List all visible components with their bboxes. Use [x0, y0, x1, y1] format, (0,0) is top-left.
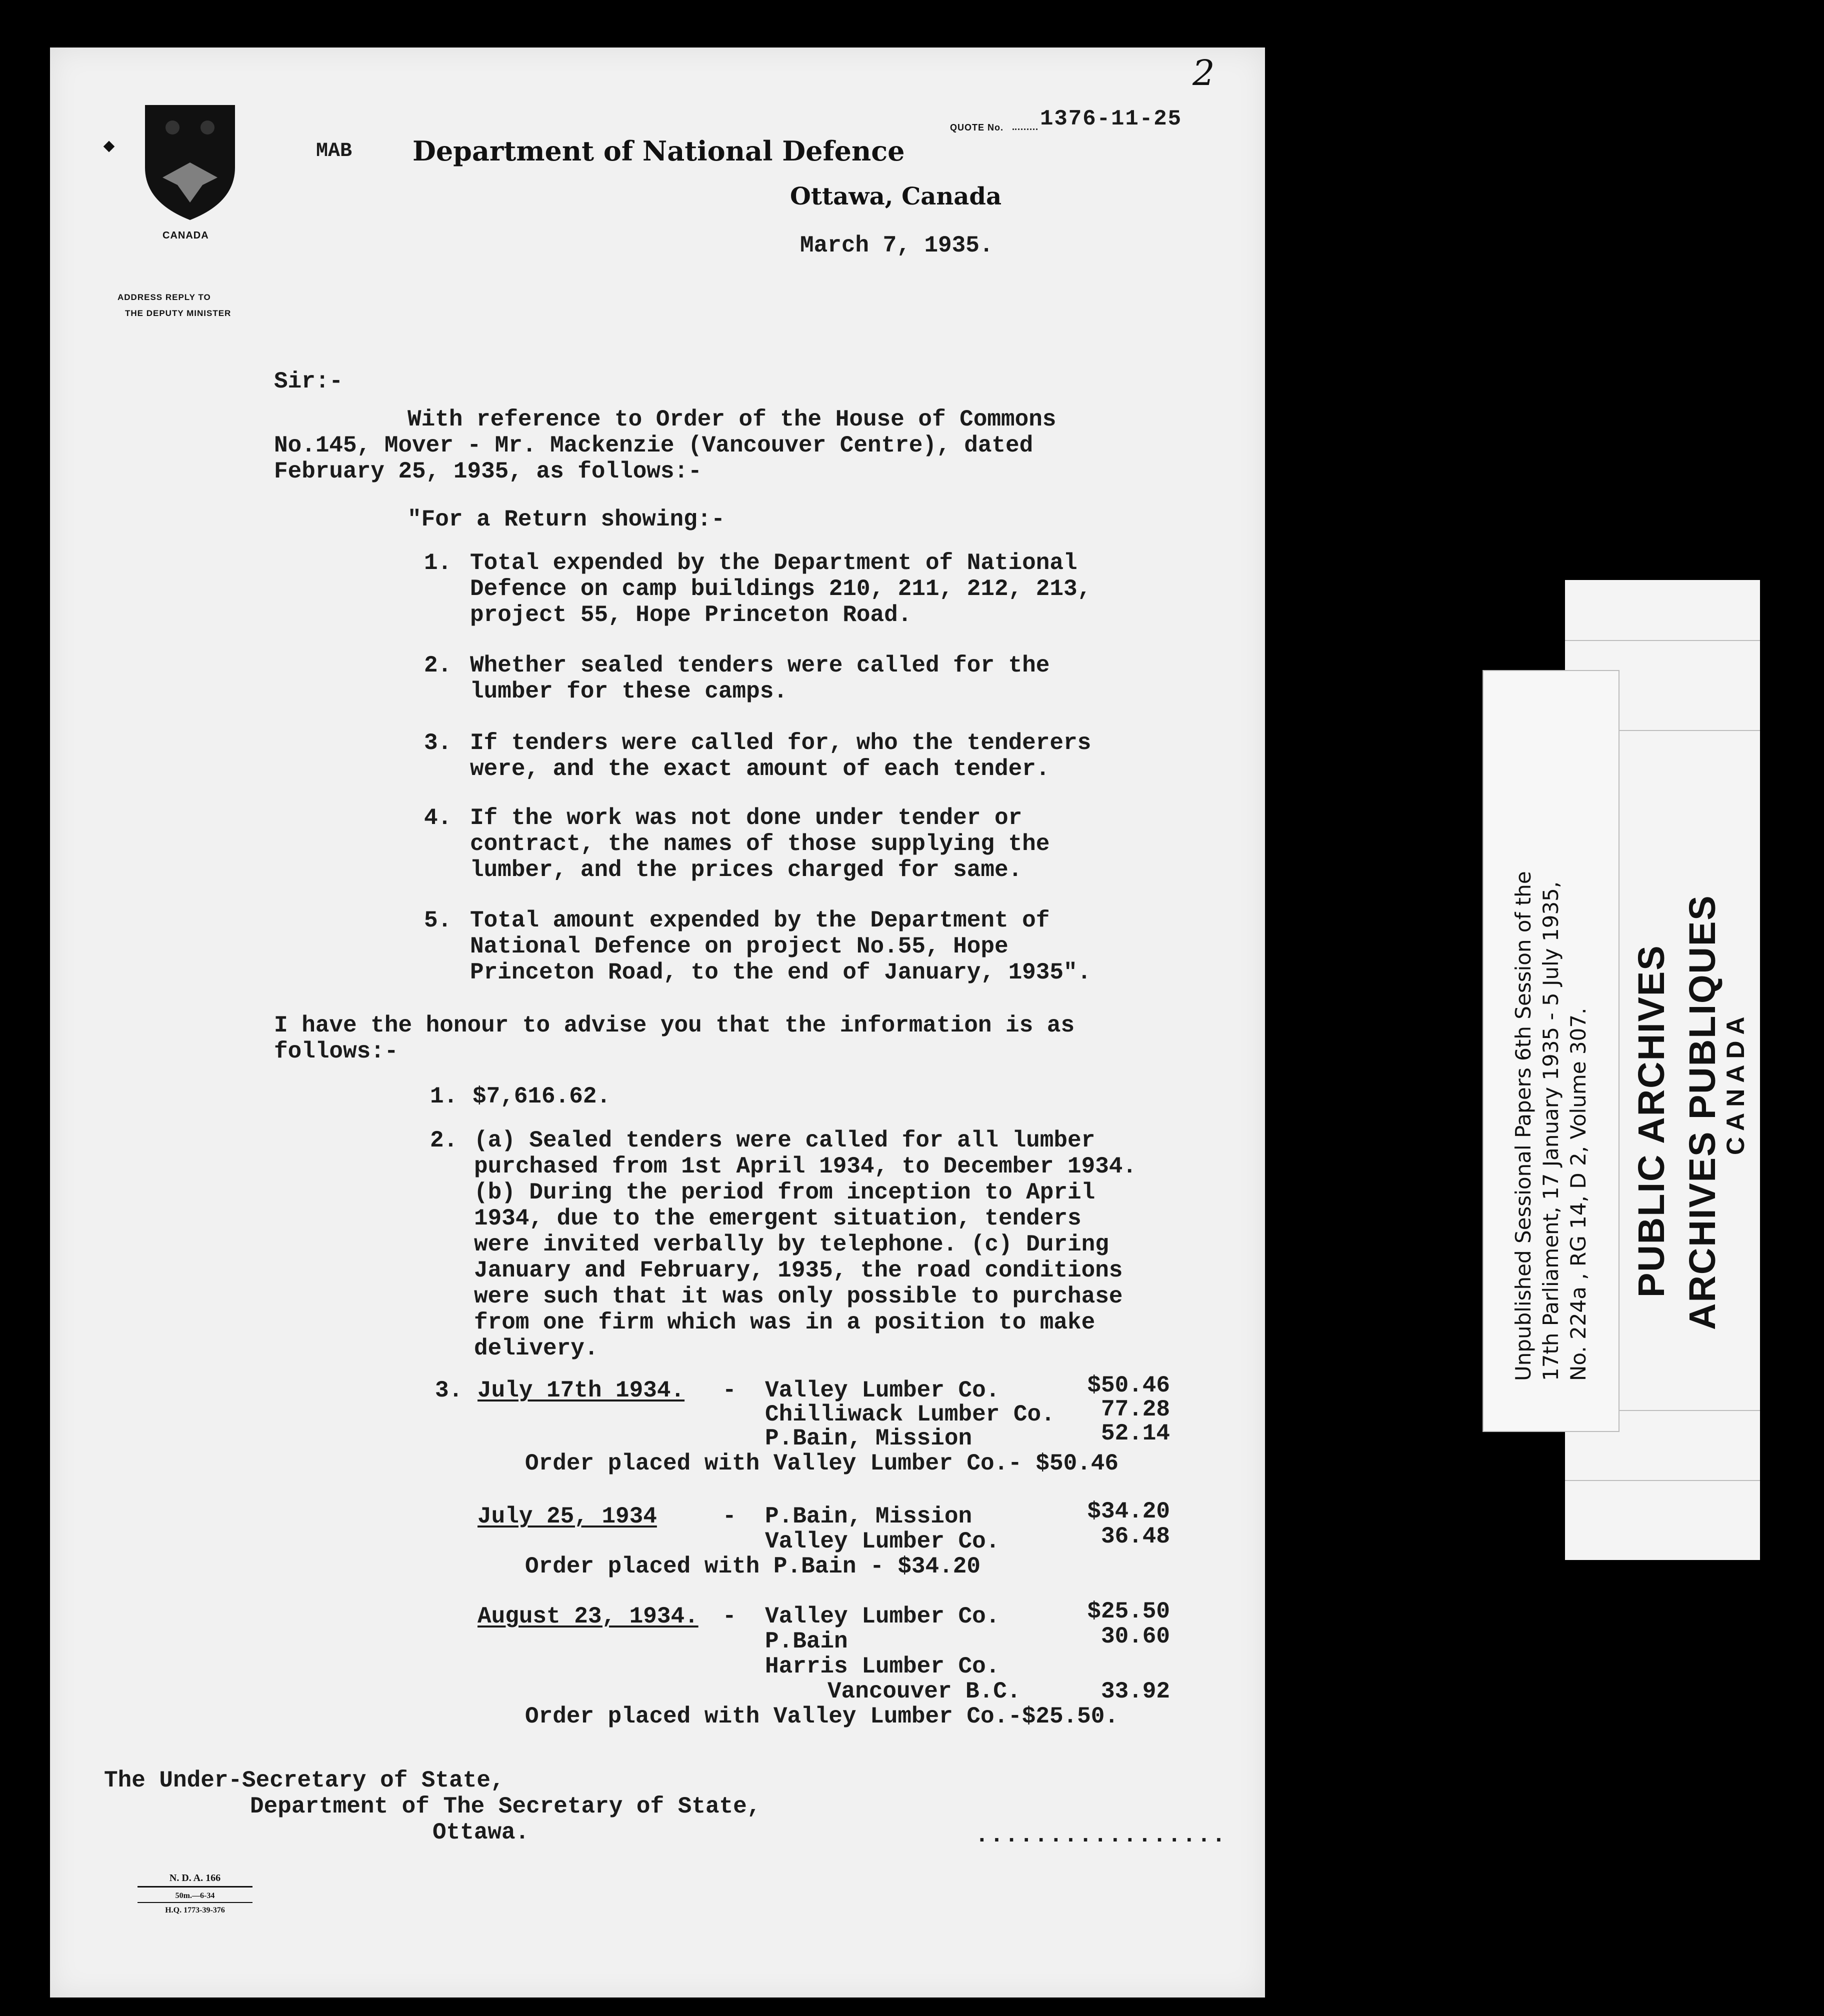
form-code-block: [138, 1872, 252, 1915]
tender-amount: $25.50: [1087, 1598, 1170, 1624]
advise-line-2: follows:-: [274, 1038, 398, 1064]
form-code: H.Q. 1773-39-376: [165, 1906, 225, 1914]
question-line: project 55, Hope Princeton Road.: [470, 602, 912, 628]
answer-2-line: purchased from 1st April 1934, to December 1934.: [474, 1154, 1137, 1180]
question-line: Whether sealed tenders were called for the: [470, 652, 1050, 678]
answer-2-line: January and February, 1935, the road conditions: [474, 1258, 1123, 1284]
question-line: Total expended by the Department of National: [470, 550, 1078, 576]
place: Ottawa, Canada: [790, 182, 1002, 210]
tenderer-name: Harris Lumber Co.: [765, 1654, 1000, 1680]
intro-line-2: No.145, Mover - Mr. Mackenzie (Vancouver Centre), dated: [274, 432, 1034, 458]
tender-amount: $50.46: [1087, 1372, 1170, 1398]
address-reply-line1: ADDRESS REPLY TO: [118, 292, 211, 302]
archive-caption-label: [1482, 670, 1620, 1432]
tender-dash: -: [722, 1504, 736, 1530]
addressee-line: Department of The Secretary of State,: [250, 1794, 761, 1820]
tenderer-name: Valley Lumber Co.: [765, 1378, 1000, 1404]
question-line: contract, the names of those supplying the: [470, 831, 1050, 857]
question-line: Total amount expended by the Department of: [470, 908, 1050, 934]
tenderer-name: Valley Lumber Co.: [765, 1604, 1000, 1630]
archive-caption-line-2: 17th Parliament, 17 January 1935 - 5 July 1935,: [1538, 881, 1563, 1381]
tenderer-name: Vancouver B.C.: [828, 1678, 1021, 1704]
answer-2-line: from one firm which was in a position to make: [474, 1310, 1096, 1336]
continuation-dots: .................: [975, 1822, 1227, 1848]
tender-date: August 23, 1934.: [478, 1604, 698, 1630]
answer-2-line: 1934, due to the emergent situation, tenders: [474, 1206, 1082, 1232]
tender-amount: 33.92: [1100, 1678, 1170, 1704]
order-placed: Order placed with P.Bain - $34.20: [525, 1554, 980, 1580]
quote-label: QUOTE No.: [950, 122, 1004, 132]
tender-amount: 30.60: [1100, 1624, 1170, 1650]
answer-1-amount: $7,616.62.: [472, 1084, 611, 1110]
tender-amount: $34.20: [1087, 1498, 1170, 1524]
tender-amount: 52.14: [1100, 1420, 1170, 1446]
tender-date: July 25, 1934: [478, 1504, 657, 1530]
margin-mark: [104, 141, 115, 152]
question-line: National Defence on project No.55, Hope: [470, 934, 1008, 960]
archive-caption-line-3: No. 224a , RG 14, D 2, Volume 307.: [1566, 1008, 1590, 1381]
tender-amount: 77.28: [1100, 1396, 1170, 1422]
form-code: 50m.—6-34: [138, 1892, 252, 1903]
tenderer-name: P.Bain: [765, 1628, 848, 1654]
quote-dotted-line: [1012, 128, 1038, 130]
question-number: 4.: [424, 805, 452, 831]
order-placed: Order placed with Valley Lumber Co.-$25.50.: [525, 1704, 1118, 1730]
canada-crest-icon: [142, 102, 238, 222]
crest-caption: CANADA: [162, 230, 209, 241]
initials: MAB: [316, 140, 352, 162]
tenderer-name: P.Bain, Mission: [765, 1504, 972, 1530]
intro-line-1: With reference to Order of the House of Commons: [408, 406, 1056, 432]
addressee-line: Ottawa.: [432, 1820, 530, 1846]
answer-number: 1.: [430, 1084, 458, 1110]
answer-2-line: (b) During the period from inception to April: [474, 1180, 1096, 1206]
tenderer-name: Valley Lumber Co.: [765, 1528, 1000, 1554]
advise-line-1: I have the honour to advise you that the information is as: [274, 1012, 1075, 1038]
question-line: Defence on camp buildings 210, 211, 212, 213,: [470, 576, 1092, 602]
quote-number: 1376-11-25: [1040, 106, 1182, 132]
answer-number: 2.: [430, 1128, 458, 1154]
question-line: If the work was not done under tender or: [470, 805, 1022, 831]
question-number: 3.: [424, 730, 452, 756]
question-line: were, and the exact amount of each tender.: [470, 756, 1050, 782]
tender-amount: 36.48: [1100, 1524, 1170, 1550]
tenderer-name: P.Bain, Mission: [765, 1426, 972, 1452]
department-name: Department of National Defence: [412, 135, 905, 167]
salutation: Sir:-: [274, 368, 344, 394]
order-placed: Order placed with Valley Lumber Co.- $50.46: [525, 1450, 1118, 1476]
question-line: Princeton Road, to the end of January, 1935".: [470, 960, 1092, 986]
archive-caption-line-1: Unpublished Sessional Papers 6th Session of the: [1511, 871, 1536, 1381]
archive-stamp-line-1: PUBLIC ARCHIVES: [1630, 944, 1672, 1298]
question-number: 1.: [424, 550, 452, 576]
tender-date: July 17th 1934.: [478, 1378, 685, 1404]
question-line: If tenders were called for, who the tenderers: [470, 730, 1092, 756]
answer-number: 3.: [435, 1378, 463, 1404]
answer-2-line: were invited verbally by telephone. (c) During: [474, 1232, 1109, 1258]
addressee-line: The Under-Secretary of State,: [104, 1768, 504, 1794]
address-reply-line2: THE DEPUTY MINISTER: [125, 308, 232, 318]
archive-stamp-line-3: CANADA: [1722, 1010, 1750, 1155]
question-number: 5.: [424, 908, 452, 934]
return-heading: "For a Return showing:-: [408, 506, 725, 532]
form-code: N. D. A. 166: [138, 1872, 252, 1888]
tender-dash: -: [722, 1604, 736, 1630]
intro-line-3: February 25, 1935, as follows:-: [274, 458, 702, 484]
tender-dash: -: [722, 1378, 736, 1404]
document-page: [50, 48, 1265, 1998]
question-line: lumber for these camps.: [470, 678, 788, 704]
letter-date: March 7, 1935.: [800, 232, 994, 258]
tenderer-name: Chilliwack Lumber Co.: [765, 1402, 1055, 1428]
corner-mark: 2: [1192, 52, 1215, 94]
question-line: lumber, and the prices charged for same.: [470, 857, 1022, 883]
answer-2-line: were such that it was only possible to purchase: [474, 1284, 1123, 1310]
question-number: 2.: [424, 652, 452, 678]
archive-stamp-line-2: ARCHIVES PUBLIQUES: [1682, 894, 1723, 1330]
answer-2-line: delivery.: [474, 1336, 598, 1362]
answer-2-line: (a) Sealed tenders were called for all lumber: [474, 1128, 1096, 1154]
